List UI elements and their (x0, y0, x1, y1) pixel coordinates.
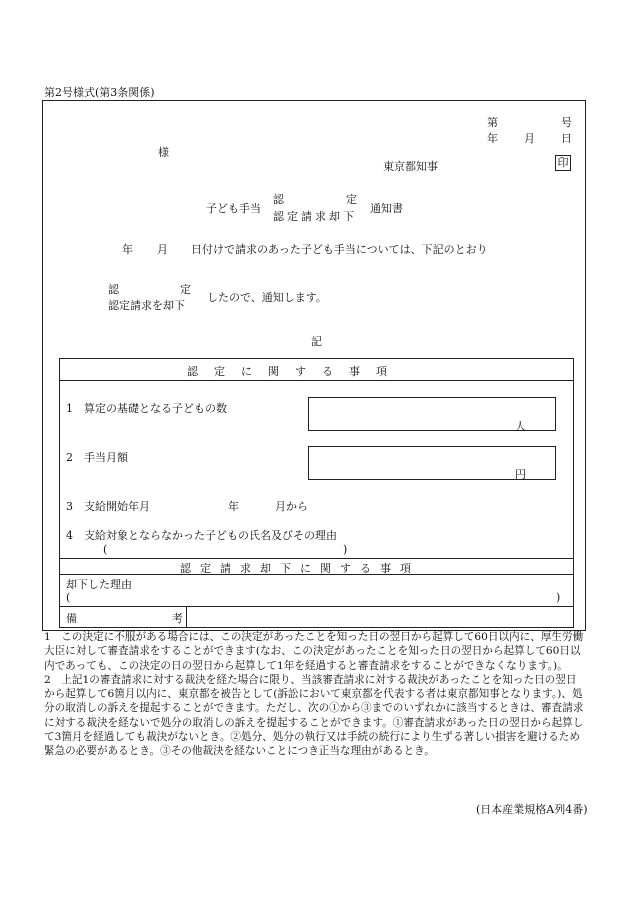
title-opt1-b: 定 (346, 193, 357, 206)
issuer: 東京都知事 (383, 160, 438, 173)
body-opt1-a: 認 (108, 283, 119, 296)
item4-label: 4 支給対象とならなかった子どもの氏名及びその理由 (66, 529, 337, 542)
row-divider (59, 606, 574, 607)
body-text1: 日付けで請求のあった子ども手当については、下記のとおり (191, 243, 488, 256)
form-header: 第2号様式(第3条関係) (44, 86, 155, 99)
item3-year: 年 (228, 500, 239, 513)
ki-label: 記 (311, 335, 322, 348)
reject-paren-open: ( (66, 591, 71, 604)
title-opt1-a: 認 (273, 193, 284, 206)
number-dai: 第 (487, 116, 498, 129)
footer-standard: (日本産業規格A列4番) (476, 803, 588, 816)
remarks-bi: 備 (66, 612, 77, 625)
date-month: 月 (524, 132, 535, 145)
seal-box: 印 (555, 155, 571, 171)
item2-unit: 円 (515, 468, 526, 481)
item4-paren-open: ( (103, 543, 108, 556)
item3-month-from: 月から (275, 500, 308, 513)
item1-unit: 人 (515, 420, 526, 433)
date-year: 年 (487, 132, 498, 145)
body-suffix: したので、通知します。 (207, 291, 327, 304)
title-prefix: 子ども手当 (206, 202, 261, 215)
addressee-suffix: 様 (158, 146, 169, 159)
remarks-divider (186, 606, 187, 628)
notes-block (44, 630, 584, 759)
reject-paren-close: ) (556, 591, 561, 604)
row-divider (59, 380, 574, 381)
row-divider (59, 574, 574, 575)
item4-paren-close: ) (343, 543, 348, 556)
item1-label: 1 算定の基礎となる子どもの数 (66, 402, 227, 415)
section2-header: 認定請求却下に関する事項 (180, 562, 420, 575)
item3-label: 3 支給開始年月 (66, 500, 150, 513)
body-year: 年 (122, 243, 133, 256)
body-month: 月 (157, 243, 168, 256)
section1-header: 認定に関する事項 (187, 365, 403, 378)
item2-label: 2 手当月額 (66, 451, 128, 464)
note-1: 1 この決定に不服がある場合には、この決定があったことを知った日の翌日から起算して60日以内に、厚生労働大臣に対して審査請求をすることができます(なお、この決定があったことを知った日の翌日から起算して60日以内であっても、この決定の日の翌日から起算して1年を経過すると審査請求をすることができなくなります。)。 (44, 631, 584, 672)
note-2: 2 上記1の審査請求に対する裁決を経た場合に限り、当該審査請求に対する裁決があったことを知った日の翌日から起算して6箇月以内に、東京都を被告として(訴訟において東京都を代表する者は東京都知事となります。)、処分の取消しの訴えを提起することができます。ただし、次の①から③までのいずれかに該当するときは、審査請求に対する裁決を経ないで処分の取消しの訴えを提起することができます。①審査請求があった日の翌日から起算して3箇月を経過しても裁決がないとき。②処分、処分の執行又は手続の続行により生ずる著しい損害を避けるため緊急の必要があるとき。③その他裁決を経ないことにつき正当な理由があるとき。 (44, 673, 584, 758)
remarks-kou: 考 (172, 612, 183, 625)
reject-reason-label: 却下した理由 (66, 578, 132, 591)
number-go: 号 (561, 116, 572, 129)
body-opt2: 認定請求を却下 (108, 299, 185, 312)
title-opt2: 認定請求却下 (273, 210, 357, 223)
row-divider (59, 558, 574, 559)
title-suffix: 通知書 (370, 202, 403, 215)
date-day: 日 (561, 132, 572, 145)
body-opt1-b: 定 (180, 283, 191, 296)
